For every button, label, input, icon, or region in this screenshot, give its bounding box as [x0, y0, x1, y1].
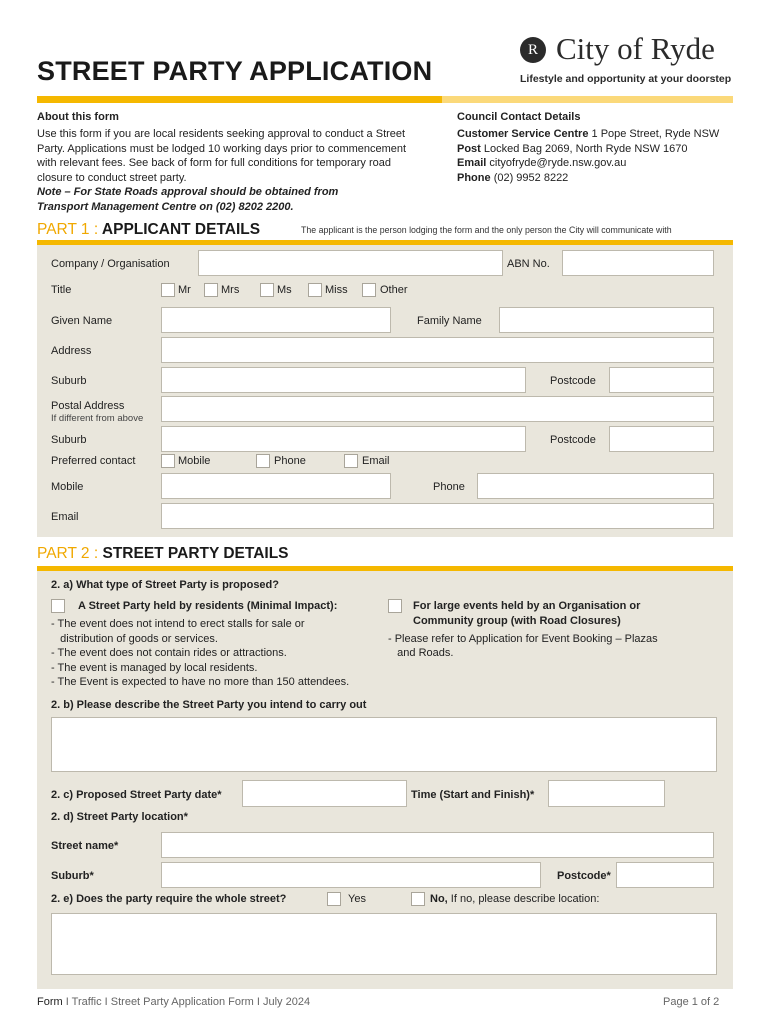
abn-label: ABN No. — [507, 258, 550, 270]
city-of-ryde-logo — [520, 33, 735, 91]
title-mrs-checkbox[interactable] — [204, 283, 218, 297]
mobile-input[interactable] — [161, 473, 391, 499]
postal-postcode-input[interactable] — [609, 426, 714, 452]
family-name-input[interactable] — [499, 307, 714, 333]
email-label: Email — [457, 157, 487, 169]
footer-form-label: Form — [37, 996, 63, 1008]
contact-heading: Council Contact Details — [457, 111, 581, 123]
location-description-input[interactable] — [51, 913, 717, 975]
part1-title: APPLICANT DETAILS — [101, 221, 261, 238]
time-label: Time (Start and Finish)* — [411, 789, 535, 801]
header-divider-light — [442, 96, 733, 103]
title-miss-label: Miss — [325, 284, 348, 296]
whole-street-yes-checkbox[interactable] — [327, 892, 341, 906]
preferred-phone-label: Phone — [274, 455, 306, 467]
title-other-label: Other — [380, 284, 408, 296]
option2-point-1: - Please refer to Application for Event Booking – Plazas — [388, 632, 658, 645]
about-heading: About this form — [37, 111, 119, 123]
company-input[interactable] — [198, 250, 503, 276]
option-large-event-label-1: For large events held by an Organisation or — [413, 600, 641, 612]
whole-street-no-checkbox[interactable] — [411, 892, 425, 906]
question-2e: 2. e) Does the party require the whole street? — [51, 893, 287, 905]
option-minimal-impact-checkbox[interactable] — [51, 599, 65, 613]
location-postcode-label: Postcode* — [557, 870, 611, 882]
part2-title: STREET PARTY DETAILS — [102, 545, 289, 562]
address-input[interactable] — [161, 337, 714, 363]
title-ms-checkbox[interactable] — [260, 283, 274, 297]
question-2a: 2. a) What type of Street Party is proposed? — [51, 579, 279, 591]
about-note: Note – For State Roads approval should be obtained from Transport Management Centre on (02) 8202 2200. — [37, 186, 339, 213]
postcode-input[interactable] — [609, 367, 714, 393]
page-number: Page 1 of 2 — [663, 996, 720, 1008]
logo-name: City of Ryde — [556, 31, 715, 66]
footer-path-text: I Traffic I Street Party Application Form I July 2024 — [65, 996, 311, 1008]
post-label: Post — [457, 142, 481, 155]
title-mr-label: Mr — [178, 284, 191, 296]
preferred-phone-checkbox[interactable] — [256, 454, 270, 468]
postal-address-sublabel: If different from above — [51, 413, 144, 424]
location-postcode-input[interactable] — [616, 862, 714, 888]
preferred-mobile-checkbox[interactable] — [161, 454, 175, 468]
option1-point-3: - The event does not contain rides or attractions. — [51, 647, 287, 659]
postal-suburb-input[interactable] — [161, 426, 526, 452]
postcode-label: Postcode — [550, 375, 596, 387]
street-name-label: Street name* — [51, 840, 119, 852]
part1-note: The applicant is the person lodging the form and the only person the City will communicate with — [301, 225, 672, 235]
part1-number: PART 1 : — [37, 221, 99, 238]
contact-email — [457, 156, 626, 171]
part2-heading — [37, 545, 289, 563]
option1-point-5: - The Event is expected to have no more than 150 attendees. — [51, 676, 350, 688]
email-field-label: Email — [51, 511, 79, 523]
question-2d: 2. d) Street Party location* — [51, 811, 188, 823]
party-date-input[interactable] — [242, 780, 407, 807]
question-2c: 2. c) Proposed Street Party date* — [51, 789, 222, 801]
title-other-checkbox[interactable] — [362, 283, 376, 297]
footer-path — [37, 996, 310, 1008]
title-ms-label: Ms — [277, 284, 292, 296]
mobile-label: Mobile — [51, 481, 84, 493]
postal-postcode-label: Postcode — [550, 434, 596, 446]
logo-mark-icon: R — [520, 37, 546, 63]
header-divider — [37, 96, 442, 103]
post-value: Locked Bag 2069, North Ryde NSW 1670 — [483, 142, 688, 155]
contact-phone — [457, 171, 568, 186]
title-mrs-label: Mrs — [221, 284, 240, 296]
location-suburb-label: Suburb* — [51, 870, 94, 882]
family-name-label: Family Name — [417, 315, 482, 327]
phone-label: Phone — [433, 481, 465, 493]
postal-address-label: Postal Address — [51, 400, 125, 412]
csc-value: 1 Pope Street, Ryde NSW — [591, 128, 720, 140]
email-value[interactable]: cityofryde@ryde.nsw.gov.au — [489, 157, 627, 169]
option-large-event-checkbox[interactable] — [388, 599, 402, 613]
logo-tagline: Lifestyle and opportunity at your doorstep — [520, 73, 732, 85]
location-suburb-input[interactable] — [161, 862, 541, 888]
party-description-input[interactable] — [51, 717, 717, 772]
given-name-label: Given Name — [51, 315, 113, 327]
whole-street-yes-label: Yes — [348, 893, 366, 905]
about-body: Use this form if you are local residents seeking approval to conduct a Street Party. Applications must be lodged 10 working days prior to commencement with relevant fees. See back of form for full conditions for temporary road closure to conduct street party. — [37, 128, 407, 184]
title-miss-checkbox[interactable] — [308, 283, 322, 297]
abn-input[interactable] — [562, 250, 714, 276]
option2-point-2: and Roads. — [388, 647, 454, 659]
whole-street-no-text — [430, 893, 599, 905]
option1-point-4: - The event is managed by local residents. — [51, 661, 258, 674]
preferred-email-checkbox[interactable] — [344, 454, 358, 468]
option-large-event-label-2: Community group (with Road Closures) — [413, 614, 621, 627]
postal-address-input[interactable] — [161, 396, 714, 422]
csc-label: Customer Service Centre — [457, 128, 589, 140]
whole-street-no-label: No, — [430, 893, 448, 905]
preferred-email-label: Email — [362, 455, 390, 467]
preferred-contact-label: Preferred contact — [51, 455, 136, 467]
suburb-input[interactable] — [161, 367, 526, 393]
title-mr-checkbox[interactable] — [161, 283, 175, 297]
contact-post — [457, 142, 688, 157]
given-name-input[interactable] — [161, 307, 391, 333]
page-title: STREET PARTY APPLICATION — [37, 56, 433, 86]
postal-suburb-label: Suburb — [51, 434, 87, 446]
part2-number: PART 2 : — [37, 545, 99, 562]
company-label: Company / Organisation — [51, 258, 170, 270]
phone-label: Phone — [457, 171, 491, 184]
option1-point-1: - The event does not intend to erect stalls for sale or — [51, 618, 305, 630]
preferred-mobile-label: Mobile — [178, 455, 211, 467]
question-2b: 2. b) Please describe the Street Party you intend to carry out — [51, 699, 367, 711]
option1-point-2: distribution of goods or services. — [51, 632, 218, 645]
phone-value: (02) 9952 8222 — [493, 171, 569, 184]
street-name-input[interactable] — [161, 832, 714, 858]
contact-csc — [457, 127, 719, 142]
email-input[interactable] — [161, 503, 714, 529]
party-time-input[interactable] — [548, 780, 665, 807]
suburb-label: Suburb — [51, 375, 87, 387]
phone-input[interactable] — [477, 473, 714, 499]
address-label: Address — [51, 345, 92, 357]
title-label: Title — [51, 284, 72, 296]
whole-street-no-desc: If no, please describe location: — [450, 893, 600, 905]
part1-heading — [37, 221, 260, 239]
option-minimal-impact-label: A Street Party held by residents (Minimal Impact): — [78, 600, 338, 612]
